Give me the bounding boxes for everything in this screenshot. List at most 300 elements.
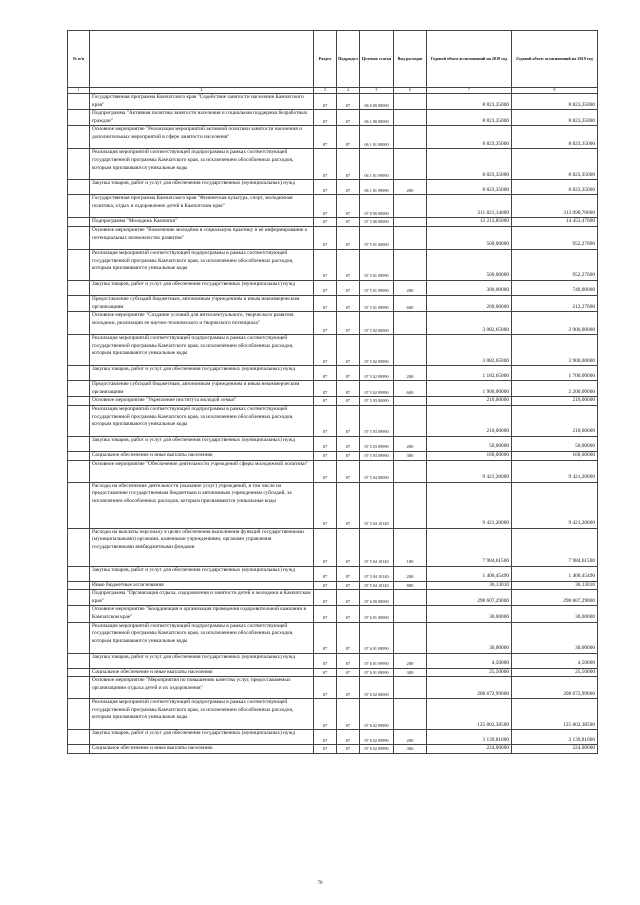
row-name: Подпрограмма "Молодежь Камчатки" (90, 218, 314, 227)
row-amount-2019: 2 200,00000 (512, 381, 598, 397)
row-subsection: 07 (337, 745, 360, 754)
row-name: Основное мероприятие "Обеспечение деятельности учреждений сферы молодежной политики" (90, 460, 314, 482)
row-name: Иные бюджетные ассигнования (90, 581, 314, 590)
row-amount-2018: 3 082,65000 (427, 312, 512, 335)
row-amount-2019: 313 090,76000 (512, 195, 598, 218)
row-expense-type (394, 622, 427, 653)
row-amount-2019: 212,27000 (512, 295, 598, 311)
row-name: Реализация мероприятий соответствующей подпрограммы в рамках соответствующей государственной программы Камчатского края, за исключением обособленных расходов, которым присваиваются уникальные коды (90, 335, 314, 366)
row-target-article: 06 1 01 00000 (360, 126, 394, 149)
row-amount-2018: 8 823,35000 (427, 180, 512, 195)
row-amount-2019: 8 823,35000 (512, 126, 598, 149)
page-number: 70 (317, 881, 323, 886)
table-row (68, 295, 598, 311)
row-amount-2019: 3 900,00000 (512, 312, 598, 335)
row-section: 07 (314, 460, 337, 482)
row-section: 07 (314, 249, 337, 280)
row-amount-2018: 8 823,35000 (427, 149, 512, 180)
column-number: 4 (337, 88, 360, 94)
row-amount-2018: 224,00000 (427, 745, 512, 754)
table-header-row (68, 31, 598, 88)
row-number (68, 249, 90, 280)
table-row (68, 451, 598, 460)
row-amount-2019: 9 421,20000 (512, 482, 598, 528)
row-amount-2018: 3 139,81000 (427, 730, 512, 745)
row-section: 07 (314, 653, 337, 668)
row-subsection: 07 (337, 677, 360, 699)
table-row (68, 606, 598, 622)
row-section: 07 (314, 745, 337, 754)
row-target-article: 06 1 01 09990 (360, 180, 394, 195)
row-subsection: 07 (337, 126, 360, 149)
row-number (68, 405, 90, 436)
table-row (68, 312, 598, 335)
row-amount-2018: 3 082,65000 (427, 335, 512, 366)
row-amount-2018: 208 672,99000 (427, 677, 512, 699)
header-subsection: Подраздел (337, 31, 360, 88)
row-amount-2018: 200,00000 (427, 295, 512, 311)
row-number (68, 295, 90, 311)
row-subsection: 07 (337, 110, 360, 126)
row-expense-type: 200 (394, 180, 427, 195)
row-number (68, 149, 90, 180)
row-target-article: 07 6 00 00000 (360, 590, 394, 606)
row-amount-2018: 30,00000 (427, 622, 512, 653)
row-expense-type (394, 94, 427, 110)
row-expense-type (394, 195, 427, 218)
row-subsection: 07 (337, 295, 360, 311)
row-expense-type (394, 460, 427, 482)
row-subsection: 07 (337, 460, 360, 482)
row-section: 07 (314, 730, 337, 745)
row-target-article: 07 5 01 09990 (360, 280, 394, 295)
table-row (68, 226, 598, 249)
row-number (68, 590, 90, 606)
row-amount-2019: 210,00000 (512, 397, 598, 406)
row-subsection: 07 (337, 668, 360, 677)
row-target-article: 06 1 01 09990 (360, 149, 394, 180)
row-amount-2018: 8 823,35000 (427, 110, 512, 126)
row-section: 07 (314, 180, 337, 195)
row-amount-2019: 50,00000 (512, 436, 598, 451)
row-name: Закупка товаров, работ и услуг для обеспечения государственных (муниципальных) нужд (90, 653, 314, 668)
row-number (68, 226, 90, 249)
row-amount-2019: 125 802,38500 (512, 699, 598, 730)
row-number (68, 218, 90, 227)
row-target-article: 07 6 01 09990 (360, 622, 394, 653)
row-subsection: 07 (337, 312, 360, 335)
row-section: 07 (314, 677, 337, 699)
row-section: 07 (314, 295, 337, 311)
row-expense-type (394, 397, 427, 406)
header-amount-2018: Годовой объем ассигнований на 2018 год (427, 31, 512, 88)
table-row (68, 668, 598, 677)
row-name: Закупка товаров, работ и услуг для обеспечения государственных (муниципальных) нужд (90, 366, 314, 381)
row-name: Реализация мероприятий соответствующей подпрограммы в рамках соответствующей государственной программы Камчатского края, за исключением обособленных расходов, которым присваиваются уникальные коды (90, 622, 314, 653)
row-amount-2018: 311 821,14000 (427, 195, 512, 218)
row-name: Реализация мероприятий соответствующей подпрограммы в рамках соответствующей государственной программы Камчатского края, за исключением обособленных расходов, которым присваиваются уникальные коды (90, 405, 314, 436)
row-number (68, 381, 90, 397)
row-subsection: 07 (337, 180, 360, 195)
row-amount-2019: 8 823,35000 (512, 110, 598, 126)
row-amount-2018: 30,00000 (427, 606, 512, 622)
table-row (68, 110, 598, 126)
row-amount-2019: 14 453,47000 (512, 218, 598, 227)
row-target-article: 07 5 03 09990 (360, 405, 394, 436)
table-row (68, 94, 598, 110)
row-name: Предоставление субсидий бюджетным, автономным учреждениям и иным некоммерческим организациям (90, 295, 314, 311)
row-expense-type: 300 (394, 668, 427, 677)
row-section: 07 (314, 528, 337, 566)
header-amount-2019: Годовой объем ассигнований на 2019 год (512, 31, 598, 88)
row-subsection: 07 (337, 606, 360, 622)
row-target-article: 07 5 00 00000 (360, 218, 394, 227)
row-target-article: 07 6 02 00000 (360, 677, 394, 699)
row-amount-2018: 298 607,29000 (427, 590, 512, 606)
table-row (68, 195, 598, 218)
table-row (68, 180, 598, 195)
column-number: 3 (314, 88, 337, 94)
row-expense-type: 100 (394, 528, 427, 566)
row-name: Основное мероприятие "Вовлечение молодёжи в социальную практику и её информирование о потенциальных возможностях развития" (90, 226, 314, 249)
row-amount-2019: 25,50000 (512, 668, 598, 677)
table-row (68, 436, 598, 451)
row-section: 07 (314, 397, 337, 406)
row-section: 07 (314, 451, 337, 460)
row-section: 07 (314, 436, 337, 451)
row-section: 07 (314, 566, 337, 581)
row-amount-2018: 4,50000 (427, 653, 512, 668)
row-number (68, 180, 90, 195)
row-number (68, 677, 90, 699)
row-subsection: 07 (337, 405, 360, 436)
row-name: Социальное обеспечение и иные выплаты населению (90, 668, 314, 677)
table-row (68, 730, 598, 745)
row-amount-2019: 30,00000 (512, 622, 598, 653)
row-target-article: 07 5 02 09990 (360, 366, 394, 381)
row-amount-2019: 1 700,00000 (512, 366, 598, 381)
row-subsection: 07 (337, 335, 360, 366)
row-section: 07 (314, 226, 337, 249)
row-section: 07 (314, 581, 337, 590)
row-name: Закупка товаров, работ и услуг для обеспечения государственных (муниципальных) нужд (90, 280, 314, 295)
row-target-article: 07 6 01 09990 (360, 668, 394, 677)
row-section: 07 (314, 280, 337, 295)
row-amount-2018: 7 984,61500 (427, 528, 512, 566)
row-name: Расходы на выплаты персоналу в целях обеспечения выполнения функций государственными (муниципальными) органами, казенными учреждениями, органами управления государственными внебюджетными фондами (90, 528, 314, 566)
row-expense-type (394, 126, 427, 149)
row-target-article: 07 6 02 09990 (360, 699, 394, 730)
row-expense-type: 600 (394, 381, 427, 397)
row-section: 07 (314, 110, 337, 126)
table-row (68, 581, 598, 590)
row-amount-2019: 160,00000 (512, 451, 598, 460)
row-number (68, 566, 90, 581)
row-name: Социальное обеспечение и иные выплаты населению (90, 451, 314, 460)
row-section: 07 (314, 405, 337, 436)
row-name: Государственная программа Камчатского края "Физическая культура, спорт, молодежная политика, отдых и оздоровление детей в Камчатском крае" (90, 195, 314, 218)
row-expense-type (394, 405, 427, 436)
row-name: Подпрограмма "Организация отдыха, оздоровления и занятости детей и молодежи в Камчатском крае" (90, 590, 314, 606)
row-expense-type (394, 482, 427, 528)
table-row (68, 249, 598, 280)
table-row (68, 366, 598, 381)
row-number (68, 110, 90, 126)
row-amount-2019: 1 400,45490 (512, 566, 598, 581)
row-amount-2019: 3 900,00000 (512, 335, 598, 366)
row-subsection: 07 (337, 397, 360, 406)
row-number (68, 460, 90, 482)
row-section: 07 (314, 312, 337, 335)
row-subsection: 07 (337, 451, 360, 460)
row-subsection: 07 (337, 482, 360, 528)
row-name: Реализация мероприятий соответствующей подпрограммы в рамках соответствующей государственной программы Камчатского края, за исключением обособленных расходов, которым присваиваются уникальные коды (90, 149, 314, 180)
row-target-article: 07 5 01 09990 (360, 295, 394, 311)
row-expense-type (394, 335, 427, 366)
row-number (68, 606, 90, 622)
row-name: Реализация мероприятий соответствующей подпрограммы в рамках соответствующей государственной программы Камчатского края, за исключением обособленных расходов, которым присваиваются уникальные коды (90, 699, 314, 730)
row-section: 07 (314, 126, 337, 149)
row-name: Основное мероприятие "Мероприятия по повышению качества услуг, предоставляемых организациями отдыха детей и их оздоровления" (90, 677, 314, 699)
row-name: Подпрограмма "Активная политика занятости населения и социальная поддержка безработных граждан" (90, 110, 314, 126)
column-number: 2 (90, 88, 314, 94)
row-section: 07 (314, 699, 337, 730)
row-name: Закупка товаров, работ и услуг для обеспечения государственных (муниципальных) нужд (90, 730, 314, 745)
row-amount-2019: 740,00000 (512, 280, 598, 295)
table-row (68, 126, 598, 149)
row-amount-2019: 4,50000 (512, 653, 598, 668)
row-number (68, 653, 90, 668)
row-target-article: 07 5 04 10140 (360, 566, 394, 581)
row-expense-type: 200 (394, 653, 427, 668)
row-expense-type (394, 110, 427, 126)
row-expense-type (394, 149, 427, 180)
row-number (68, 397, 90, 406)
row-section: 07 (314, 195, 337, 218)
row-subsection: 07 (337, 249, 360, 280)
row-amount-2018: 210,00000 (427, 405, 512, 436)
row-expense-type (394, 590, 427, 606)
row-expense-type (394, 606, 427, 622)
row-subsection: 07 (337, 528, 360, 566)
table-row (68, 335, 598, 366)
row-expense-type: 200 (394, 730, 427, 745)
row-target-article: 07 5 02 00000 (360, 312, 394, 335)
row-section: 07 (314, 335, 337, 366)
row-target-article: 07 5 01 00000 (360, 226, 394, 249)
budget-table-sheet (67, 30, 597, 754)
row-target-article: 07 5 03 09990 (360, 451, 394, 460)
table-row (68, 745, 598, 754)
header-expense-type: Вид расходов (394, 31, 427, 88)
header-section: Раздел (314, 31, 337, 88)
row-expense-type (394, 677, 427, 699)
row-section: 07 (314, 590, 337, 606)
row-number (68, 126, 90, 149)
row-target-article: 07 6 02 09990 (360, 745, 394, 754)
row-subsection: 07 (337, 195, 360, 218)
row-target-article: 07 6 01 00000 (360, 606, 394, 622)
row-amount-2018: 1 900,00000 (427, 381, 512, 397)
row-amount-2018: 1 182,65000 (427, 366, 512, 381)
row-number (68, 668, 90, 677)
row-subsection: 07 (337, 566, 360, 581)
row-target-article: 07 6 02 09990 (360, 730, 394, 745)
table-row (68, 381, 598, 397)
row-expense-type (394, 218, 427, 227)
row-amount-2018: 8 823,35000 (427, 94, 512, 110)
table-row (68, 218, 598, 227)
row-section: 07 (314, 94, 337, 110)
row-amount-2018: 9 421,20000 (427, 460, 512, 482)
row-amount-2018: 8 823,35000 (427, 126, 512, 149)
row-target-article: 07 5 04 10140 (360, 581, 394, 590)
row-expense-type: 300 (394, 745, 427, 754)
row-section: 07 (314, 149, 337, 180)
row-amount-2019: 8 823,35000 (512, 180, 598, 195)
row-name: Закупка товаров, работ и услуг для обеспечения государственных (муниципальных) нужд (90, 566, 314, 581)
row-target-article: 07 0 00 00000 (360, 195, 394, 218)
row-number (68, 280, 90, 295)
row-subsection: 07 (337, 699, 360, 730)
row-target-article: 07 5 03 00000 (360, 397, 394, 406)
row-name: Основное мероприятие "Создание условий для интеллектуального, творческого развития молодежи, реализации ее научно-технического и творческого потенциала" (90, 312, 314, 335)
row-subsection: 07 (337, 581, 360, 590)
header-num: № п/п (68, 31, 90, 88)
column-number: 8 (512, 88, 598, 94)
row-subsection: 07 (337, 149, 360, 180)
row-subsection: 07 (337, 653, 360, 668)
row-subsection: 07 (337, 622, 360, 653)
row-amount-2019: 7 984,61500 (512, 528, 598, 566)
column-number: 7 (427, 88, 512, 94)
row-name: Расходы на обеспечение деятельности (оказание услуг) учреждений, в том числе на предоставление государственным бюджетным и автономным учреждениям субсидий, за исключением обособленных расходов, которым присваиваются уникальные коды (90, 482, 314, 528)
row-section: 07 (314, 668, 337, 677)
row-amount-2018: 210,00000 (427, 397, 512, 406)
row-amount-2018: 25,50000 (427, 668, 512, 677)
table-row (68, 280, 598, 295)
row-target-article: 07 6 01 09990 (360, 653, 394, 668)
row-amount-2019: 952,27000 (512, 226, 598, 249)
row-amount-2019: 208 672,99000 (512, 677, 598, 699)
row-subsection: 07 (337, 226, 360, 249)
row-amount-2018: 300,00000 (427, 280, 512, 295)
row-target-article: 07 5 04 10140 (360, 482, 394, 528)
row-number (68, 335, 90, 366)
table-row (68, 405, 598, 436)
row-number (68, 528, 90, 566)
row-section: 07 (314, 622, 337, 653)
table-row (68, 590, 598, 606)
row-number (68, 451, 90, 460)
row-target-article: 07 5 01 09990 (360, 249, 394, 280)
table-row (68, 482, 598, 528)
row-expense-type: 200 (394, 566, 427, 581)
row-target-article: 07 5 04 10140 (360, 528, 394, 566)
row-amount-2019: 30,00000 (512, 606, 598, 622)
row-expense-type (394, 226, 427, 249)
row-amount-2019: 8 823,35000 (512, 94, 598, 110)
row-name: Предоставление субсидий бюджетным, автономным учреждениям и иным некоммерческим организациям (90, 381, 314, 397)
row-expense-type (394, 699, 427, 730)
row-number (68, 436, 90, 451)
table-row (68, 460, 598, 482)
row-expense-type: 600 (394, 295, 427, 311)
row-expense-type: 200 (394, 366, 427, 381)
table-row (68, 699, 598, 730)
row-amount-2019: 3 139,81000 (512, 730, 598, 745)
row-section: 07 (314, 606, 337, 622)
table-row (68, 397, 598, 406)
row-amount-2019: 952,27000 (512, 249, 598, 280)
row-amount-2018: 1 400,45490 (427, 566, 512, 581)
row-name: Закупка товаров, работ и услуг для обеспечения государственных (муниципальных) нужд (90, 180, 314, 195)
table-row (68, 528, 598, 566)
row-target-article: 06 1 00 00000 (360, 110, 394, 126)
row-target-article: 07 5 03 09990 (360, 436, 394, 451)
row-number (68, 699, 90, 730)
row-amount-2019: 224,00000 (512, 745, 598, 754)
row-number (68, 745, 90, 754)
row-name: Реализация мероприятий соответствующей подпрограммы в рамках соответствующей государственной программы Камчатского края, за исключением обособленных расходов, которым присваиваются уникальные коды (90, 249, 314, 280)
row-amount-2019: 36,13010 (512, 581, 598, 590)
row-subsection: 07 (337, 218, 360, 227)
row-subsection: 07 (337, 280, 360, 295)
row-name: Социальное обеспечение и иные выплаты населению (90, 745, 314, 754)
row-amount-2018: 125 802,38500 (427, 699, 512, 730)
row-amount-2018: 50,00000 (427, 436, 512, 451)
header-name (90, 31, 314, 88)
row-section: 07 (314, 381, 337, 397)
row-subsection: 07 (337, 366, 360, 381)
row-amount-2018: 9 421,20000 (427, 482, 512, 528)
row-number (68, 482, 90, 528)
row-amount-2018: 500,00000 (427, 249, 512, 280)
row-name: Государственная программа Камчатского края "Содействие занятости населения Камчатского края" (90, 94, 314, 110)
row-target-article: 06 0 00 00000 (360, 94, 394, 110)
row-expense-type (394, 312, 427, 335)
row-target-article: 07 5 02 09990 (360, 335, 394, 366)
row-number (68, 730, 90, 745)
row-amount-2019: 298 607,29000 (512, 590, 598, 606)
row-expense-type: 300 (394, 451, 427, 460)
row-name: Закупка товаров, работ и услуг для обеспечения государственных (муниципальных) нужд (90, 436, 314, 451)
table-row (68, 149, 598, 180)
row-amount-2019: 9 421,20000 (512, 460, 598, 482)
table-body (68, 94, 598, 754)
row-subsection: 07 (337, 94, 360, 110)
budget-table (67, 30, 598, 754)
table-row (68, 653, 598, 668)
row-subsection: 07 (337, 590, 360, 606)
row-amount-2018: 36,13010 (427, 581, 512, 590)
row-subsection: 07 (337, 381, 360, 397)
row-section: 07 (314, 482, 337, 528)
column-number: 5 (360, 88, 394, 94)
row-expense-type (394, 249, 427, 280)
row-number (68, 622, 90, 653)
row-number (68, 581, 90, 590)
row-name: Основное мероприятие "Укрепление института молодой семьи" (90, 397, 314, 406)
column-number: 6 (394, 88, 427, 94)
row-amount-2018: 13 213,85000 (427, 218, 512, 227)
row-amount-2019: 8 823,35000 (512, 149, 598, 180)
row-name: Основное мероприятие "Координация и организация проведения оздоровительной кампании в Камчатском крае" (90, 606, 314, 622)
row-amount-2018: 500,00000 (427, 226, 512, 249)
column-number: 1 (68, 88, 90, 94)
header-target-article: Целевая статья (360, 31, 394, 88)
table-row (68, 677, 598, 699)
